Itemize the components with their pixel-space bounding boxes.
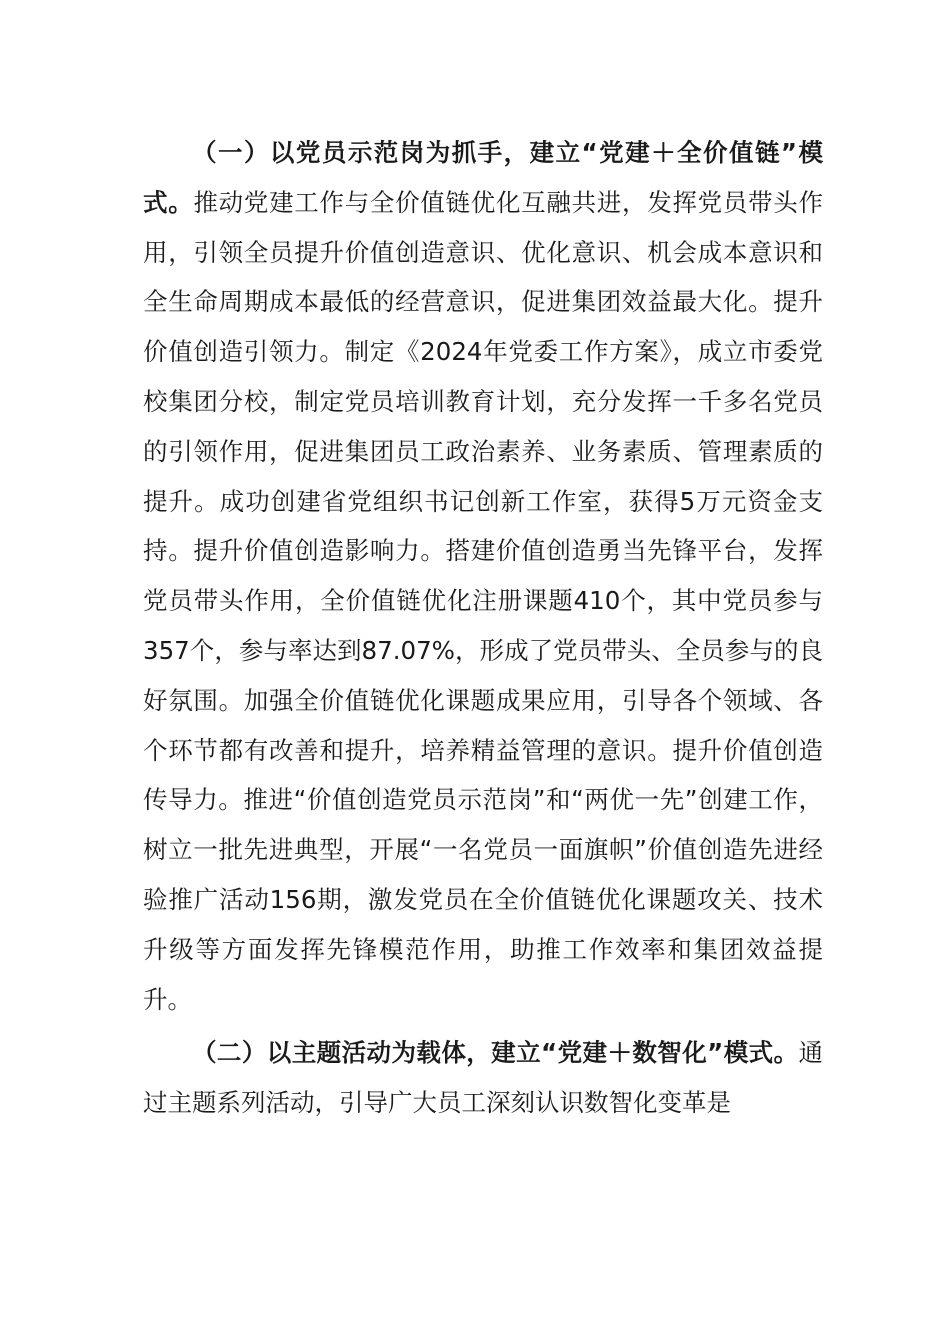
paragraph-1-heading: （一）以党员示范岗为抓手，建立“党建＋全价值链”模式。 [143, 138, 823, 217]
paragraph-2-heading: （二）以主题活动为载体，建立“党建＋数智化”模式。 [192, 1038, 799, 1068]
paragraph-2 [143, 1028, 823, 1128]
paragraph-2-body: 通过主题系列活动，引导广大员工深刻认识数智化变革是 [143, 1038, 823, 1118]
document-body [143, 128, 823, 1128]
paragraph-1-body: 推动党建工作与全价值链优化互融共进，发挥党员带头作用，引领全员提升价值创造意识、优化意识、机会成本意识和全生命周期成本最低的经营意识，促进集团效益最大化。提升价值创造引领力。制定《2024年党委工作方案》，成立市委党校集团分校，制定党员培训教育计划，充分发挥一千多名党员的引领作用，促进集团员工政治素养、业务素质、管理素质的提升。成功创建省党组织书记创新工作室，获得5万元资金支持。提升价值创造影响力。搭建价值创造勇当先锋平台，发挥党员带头作用，全价值链优化注册课题410个，其中党员参与357个，参与率达到87.07%，形成了党员带头、全员参与的良好氛围。加强全价值链优化课题成果应用，引导各个领域、各个环节都有改善和提升，培养精益管理的意识。提升价值创造传导力。推进“价值创造党员示范岗”和“两优一先”创建工作，树立一批先进典型，开展“一名党员一面旗帜”价值创造先进经验推广活动156期，激发党员在全价值链优化课题攻关、技术升级等方面发挥先锋模范作用，助推工作效率和集团效益提升。 [143, 187, 824, 1014]
paragraph-1 [143, 128, 823, 1024]
